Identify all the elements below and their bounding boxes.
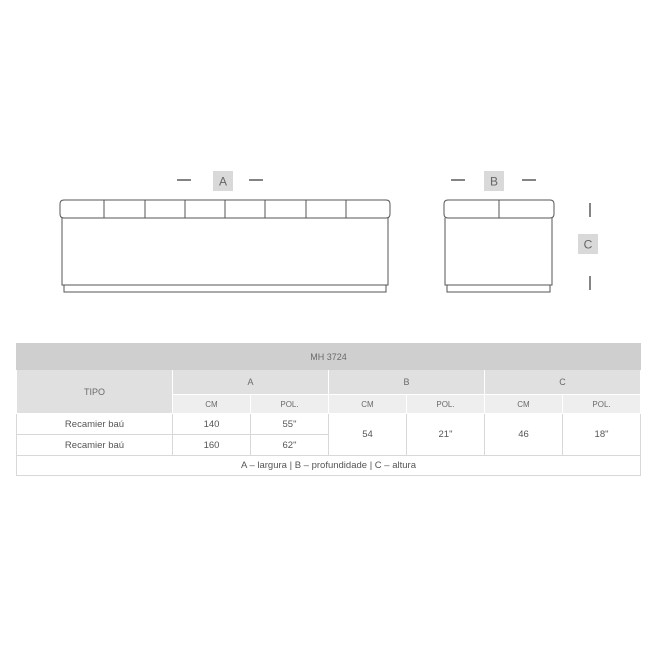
table-title: MH 3724 — [17, 344, 641, 370]
dimensions-table — [16, 343, 641, 476]
b-cm-cell: 54 — [329, 414, 407, 456]
table-legend: A – largura | B – profundidade | C – altura — [17, 456, 641, 476]
a-pol-cell: 62" — [251, 435, 329, 456]
unit-header: CM — [485, 395, 563, 414]
unit-header: CM — [173, 395, 251, 414]
a-pol-cell: 55" — [251, 414, 329, 435]
a-cm-cell: 140 — [173, 414, 251, 435]
tipo-header: TIPO — [17, 370, 173, 414]
b-pol-cell: 21" — [407, 414, 485, 456]
group-header-a: A — [173, 370, 329, 395]
dim-b-label: B — [489, 174, 499, 189]
unit-header: CM — [329, 395, 407, 414]
unit-header: POL. — [563, 395, 641, 414]
c-pol-cell: 18" — [563, 414, 641, 456]
a-cm-cell: 160 — [173, 435, 251, 456]
front-view — [60, 200, 390, 292]
group-header-c: C — [485, 370, 641, 395]
unit-header: POL. — [407, 395, 485, 414]
tipo-cell: Recamier baú — [17, 414, 173, 435]
dim-a-label: A — [218, 174, 228, 189]
c-cm-cell: 46 — [485, 414, 563, 456]
tipo-cell: Recamier baú — [17, 435, 173, 456]
side-view — [444, 200, 554, 292]
table-row — [17, 414, 641, 435]
dim-c-label: C — [583, 237, 593, 252]
unit-header: POL. — [251, 395, 329, 414]
group-header-b: B — [329, 370, 485, 395]
